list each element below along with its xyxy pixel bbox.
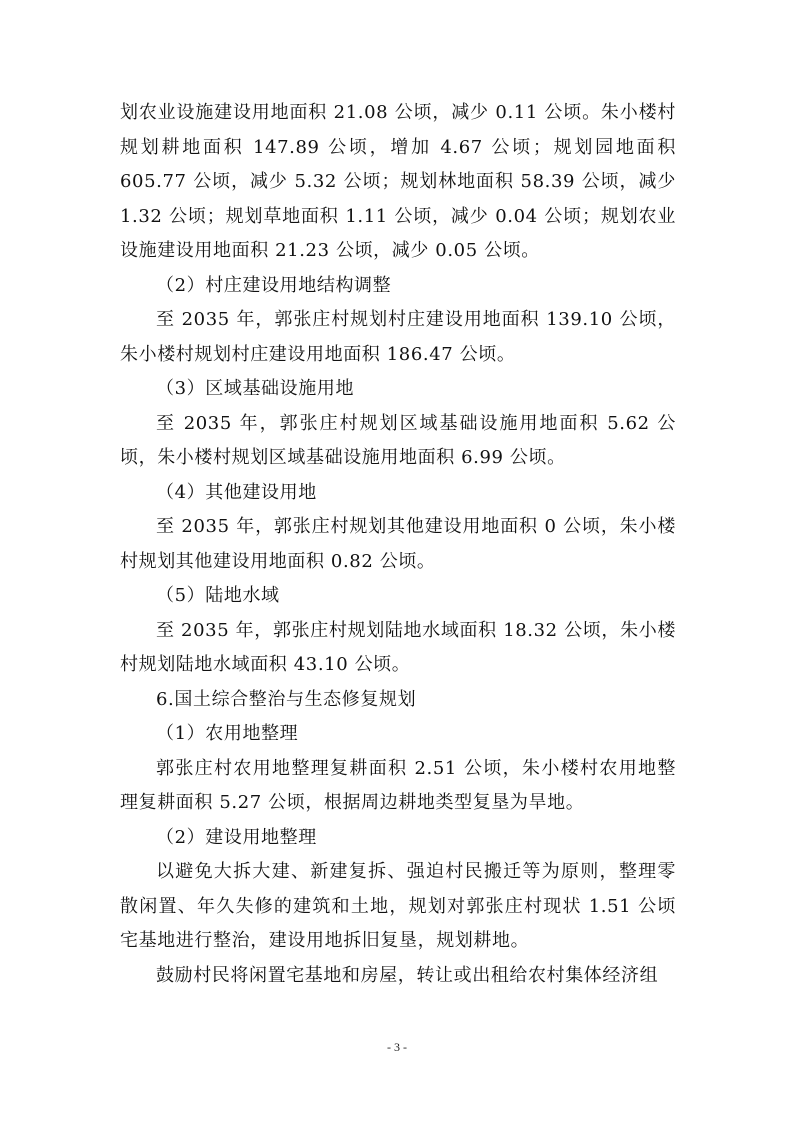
paragraph-village-construction: 至 2035 年，郭张庄村规划村庄建设用地面积 139.10 公顷，朱小楼村规划村庄建设用地面积 186.47 公顷。 <box>120 309 676 365</box>
paragraph-land-water: 至 2035 年，郭张庄村规划陆地水域面积 18.32 公顷，朱小楼村规划陆地水域面积 43.10 公顷。 <box>120 619 676 675</box>
section-heading-construction-land: （2）建设用地整理 <box>156 826 317 848</box>
paragraph-regional-infrastructure: 至 2035 年，郭张庄村规划区域基础设施用地面积 5.62 公顷，朱小楼村规划区域基础设施用地面积 6.99 公顷。 <box>120 412 676 468</box>
section-heading-agricultural-land: （1）农用地整理 <box>156 723 299 744</box>
paragraph-agricultural-land: 郭张庄村农用地整理复耕面积 2.51 公顷，朱小楼村农用地整理复耕面积 5.27 公顷，根据周边耕地类型复垦为旱地。 <box>120 757 676 813</box>
section-heading-land-remediation: 6.国土综合整治与生态修复规划 <box>156 688 417 710</box>
paragraph-construction-land: 以避免大拆大建、新建复拆、强迫村民搬迁等为原则，整理零散闲置、年久失修的建筑和土地，规划对郭张庄村现状 1.51 公顷宅基地进行整治，建设用地拆旧复垦，规划耕地。 <box>120 861 676 951</box>
section-heading-other-construction: （4）其他建设用地 <box>156 481 317 503</box>
paragraph-other-construction: 至 2035 年，郭张庄村规划其他建设用地面积 0 公顷，朱小楼村规划其他建设用地面积 0.82 公顷。 <box>120 516 676 572</box>
section-heading-land-water: （5）陆地水域 <box>156 585 280 606</box>
paragraph-land-use-continuation: 划农业设施建设用地面积 21.08 公顷，减少 0.11 公顷。朱小楼村规划耕地面积 147.89 公顷，增加 4.67 公顷；规划园地面积 605.77 公顷，减少 5.32 公顷；规划林地面积 58.39 公顷，减少 1.32 公顷；规划草地面积 1.11 公顷，减少 0.04 公顷；规划农业设施建设用地面积 21.23 公顷，减少 0.05 公顷。 <box>120 102 676 261</box>
page-number: - 3 - <box>387 1040 407 1054</box>
paragraph-idle-homesteads: 鼓励村民将闲置宅基地和房屋，转让或出租给农村集体经济组 <box>156 964 659 986</box>
section-heading-village-construction: （2）村庄建设用地结构调整 <box>156 274 392 296</box>
document-body <box>120 96 676 993</box>
section-heading-regional-infrastructure: （3）区域基础设施用地 <box>156 378 355 399</box>
